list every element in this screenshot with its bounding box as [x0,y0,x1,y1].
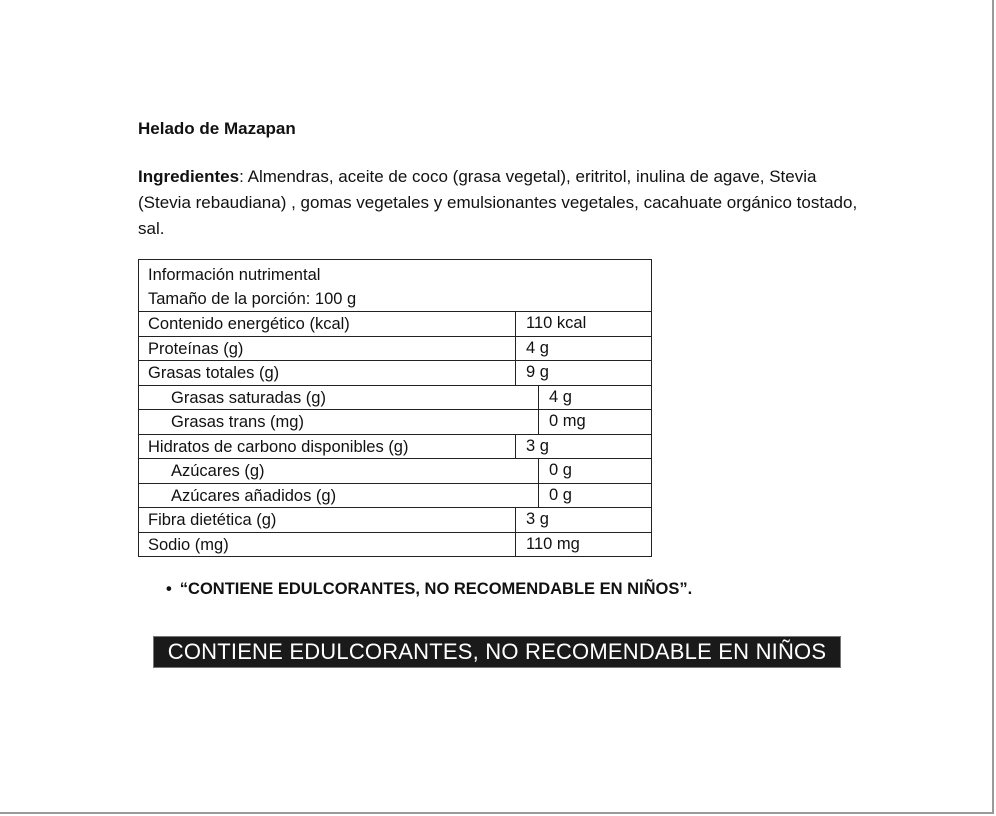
table-row [139,360,651,385]
table-row [139,507,651,532]
serving-size: Tamaño de la porción: 100 g [148,290,357,308]
nutrition-header [139,260,651,311]
ingredients-paragraph [138,164,858,242]
row-label-saturated-fat: Grasas saturadas (g) [171,388,326,407]
ingredients-label: Ingredientes [138,167,240,186]
row-label-total-fat: Grasas totales (g) [148,364,280,382]
warning-banner: CONTIENE EDULCORANTES, NO RECOMENDABLE EN NIÑOS [153,636,841,668]
row-label-carbohydrates: Hidratos de carbono disponibles (g) [148,437,409,456]
nutrition-heading: Información nutrimental [148,266,321,284]
row-value-total-fat: 9 g [515,361,651,385]
table-row [139,483,651,508]
row-value-sodium: 110 mg [515,533,651,557]
table-row [139,385,651,410]
warning-bullet [166,580,692,599]
row-value-saturated-fat: 4 g [538,386,651,410]
row-label-sugars: Azúcares (g) [171,462,265,480]
row-label-energy: Contenido energético (kcal) [148,315,350,333]
row-value-protein: 4 g [515,337,651,361]
ingredients-text: Almendras, aceite de coco (grasa vegetal), eritritol, inulina de agave, Stevia (Stevia rebaudiana) , gomas vegetales y emulsionantes vegetales, cacahuate orgánico tostado, sal. [138,167,858,238]
row-label-added-sugars: Azúcares añadidos (g) [171,486,337,505]
row-label-sodium: Sodio (mg) [148,535,229,554]
row-value-sugars: 0 g [538,459,651,483]
table-row [139,409,651,434]
row-label-fiber: Fibra dietética (g) [148,511,277,529]
row-value-carbohydrates: 3 g [515,435,651,459]
warning-bullet-text: “CONTIENE EDULCORANTES, NO RECOMENDABLE EN NIÑOS”. [179,580,693,598]
table-row [139,311,651,336]
row-value-energy: 110 kcal [515,312,651,336]
table-row [139,458,651,483]
nutrition-table [138,259,652,557]
ingredients-separator: : [239,167,248,186]
table-row [139,532,651,557]
table-row [139,434,651,459]
table-row [139,336,651,361]
row-value-added-sugars: 0 g [538,484,651,508]
row-value-fiber: 3 g [515,508,651,532]
bullet-dot-icon: • [166,580,172,598]
product-title: Helado de Mazapan [138,119,296,138]
row-value-trans-fat: 0 mg [538,410,651,434]
row-label-trans-fat: Grasas trans (mg) [171,413,304,431]
row-label-protein: Proteínas (g) [148,339,244,358]
